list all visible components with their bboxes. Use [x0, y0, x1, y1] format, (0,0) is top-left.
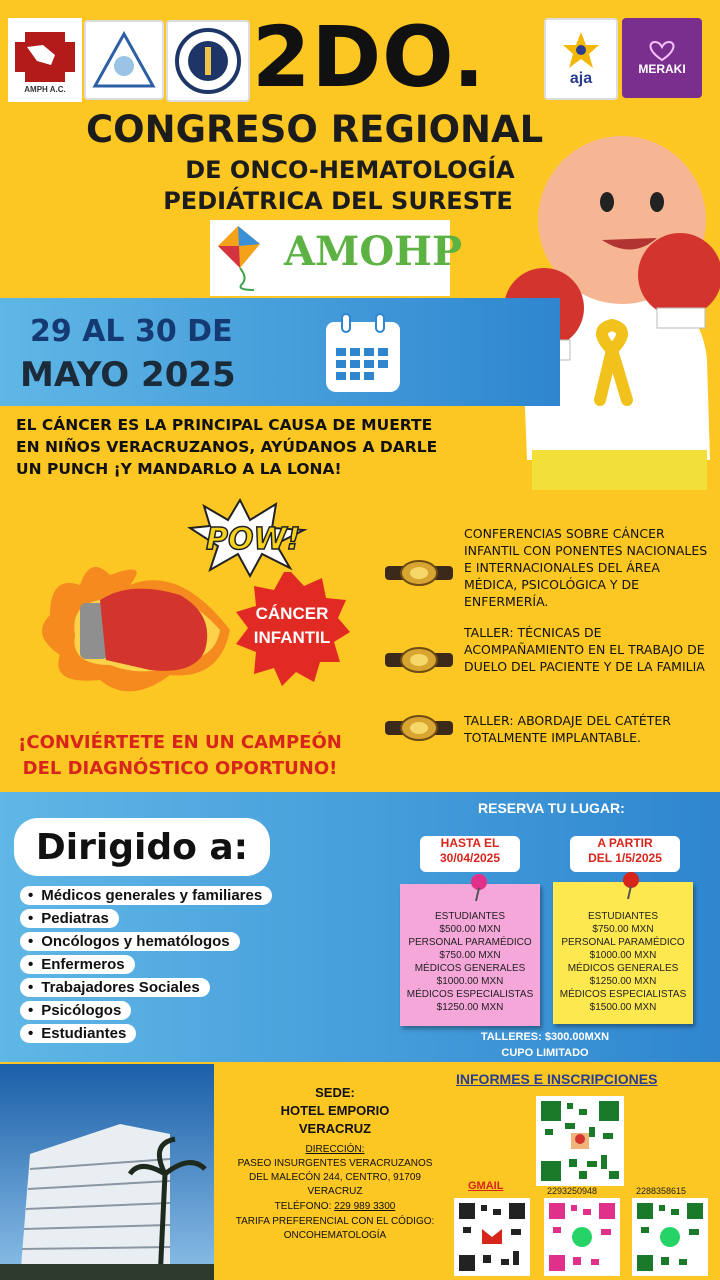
early-price-label — [420, 836, 520, 872]
flaming-glove-icon — [30, 555, 260, 705]
amph-logo-label: AMPH A.C. — [24, 84, 66, 94]
late-price-line: ESTUDIANTES — [587, 911, 658, 922]
phone-2-label: 2288358615 — [636, 1186, 687, 1196]
address-label: DIRECCIÓN: — [305, 1144, 365, 1155]
early-price-note — [400, 884, 540, 1026]
whatsapp-qr-2[interactable] — [632, 1198, 708, 1276]
meraki-heart-icon — [645, 40, 679, 62]
intro-text: EL CÁNCER ES LA PRINCIPAL CAUSA DE MUERTE EN NIÑOS VERACRUZANOS, AYÚDANOS A DARLE UN PUNCH ¡Y MANDARLO A LA LONA! — [16, 416, 438, 478]
workshop-price: TALLERES: $300.00MXN — [480, 1031, 610, 1043]
calendar-icon — [322, 310, 404, 396]
pushpin-icon — [618, 870, 644, 900]
phone-number[interactable]: 229 989 3300 — [334, 1201, 396, 1212]
cancer-badge-line-1: CÁNCER — [255, 604, 329, 623]
late-label-line-2: DEL 1/5/2025 — [588, 851, 662, 865]
early-price-line: MÉDICOS ESPECIALISTAS — [406, 989, 534, 1000]
date-line-1: 29 AL 30 DE — [30, 314, 233, 349]
activity-catheter-workshop: TALLER: ABORDAJE DEL CATÉTER TOTALMENTE IMPLANTABLE. — [464, 713, 671, 745]
champion-line-1: ¡CONVIÉRTETE EN UN CAMPEÓN — [18, 732, 342, 753]
late-price-line: $750.00 MXN — [592, 924, 654, 935]
date-line-2: MAYO 2025 — [20, 355, 236, 395]
venue-name-1: HOTEL EMPORIO — [280, 1103, 390, 1118]
late-price-line: MÉDICOS GENERALES — [567, 963, 679, 974]
mexico-map-logo-icon — [15, 27, 75, 85]
early-price-line: $1250.00 MXN — [436, 1002, 504, 1013]
championship-belt-icon — [385, 560, 453, 586]
audience-item: • Psicólogos — [20, 1001, 131, 1020]
venue-label: SEDE: — [315, 1085, 355, 1100]
audience-title: Dirigido a: — [14, 818, 270, 876]
address-line-1: PASEO INSURGENTES VERACRUZANOS — [237, 1158, 433, 1169]
hotel-photo — [0, 1064, 214, 1280]
early-price-line: PERSONAL PARAMÉDICO — [408, 937, 532, 948]
champion-line-2: DEL DIAGNÓSTICO OPORTUNO! — [22, 758, 338, 779]
early-label-line-2: 30/04/2025 — [439, 851, 501, 865]
gmail-qr[interactable] — [454, 1198, 530, 1276]
whatsapp-qr-1[interactable] — [544, 1198, 620, 1276]
kite-icon — [214, 224, 278, 292]
phone-label: TELÉFONO: — [274, 1201, 332, 1212]
late-price-note — [553, 882, 693, 1024]
aja-logo-label: aja — [569, 70, 593, 87]
aja-logo — [544, 18, 618, 100]
meraki-logo — [622, 18, 702, 98]
late-price-line: $1500.00 MXN — [589, 1002, 657, 1013]
phone-1-label: 2293250948 — [547, 1186, 598, 1196]
congress-subtitle-1: DE ONCO-HEMATOLOGÍA — [185, 156, 515, 184]
cancer-badge-line-2: INFANTIL — [253, 628, 331, 647]
late-price-label — [570, 836, 680, 872]
triangle-emblem-icon — [91, 30, 157, 90]
phone-row — [226, 1200, 444, 1213]
rate-line-2: ONCOHEMATOLOGÍA — [283, 1230, 387, 1241]
amohp-logo-text: AMOHP — [284, 228, 463, 275]
seal-emblem-icon — [174, 27, 242, 95]
pow-text: POW! — [206, 522, 301, 557]
address-line-2: DEL MALECÓN 244, CENTRO, 91709 — [249, 1172, 421, 1183]
early-price-line: MÉDICOS GENERALES — [414, 963, 526, 974]
early-price-line: $750.00 MXN — [439, 950, 501, 961]
audience-item: • Médicos generales y familiares — [20, 886, 272, 905]
late-price-line: MÉDICOS ESPECIALISTAS — [559, 989, 687, 1000]
contact-title: INFORMES E INSCRIPCIONES — [456, 1071, 658, 1087]
audience-item: • Estudiantes — [20, 1024, 136, 1043]
activity-conferences: CONFERENCIAS SOBRE CÁNCER INFANTIL CON PONENTES NACIONALES E INTERNACIONALES DEL ÁREA MÉDICA, PSICOLÓGICA Y DE ENFERMERÍA. — [464, 526, 708, 609]
early-label-line-1: HASTA EL — [440, 836, 500, 850]
congress-subtitle-2: PEDIÁTRICA DEL SURESTE — [163, 187, 513, 215]
meraki-logo-label: MERAKI — [638, 62, 686, 76]
whatsapp-icon — [660, 1227, 680, 1247]
championship-belt-icon — [385, 715, 453, 741]
pediatric-society-logo — [84, 20, 164, 100]
edition-title: 2DO. — [252, 8, 486, 106]
audience-item: • Oncólogos y hematólogos — [20, 932, 240, 951]
amph-logo — [8, 18, 82, 102]
audience-item: • Enfermeros — [20, 955, 135, 974]
pushpin-icon — [466, 872, 492, 902]
reserve-title: RESERVA TU LUGAR: — [478, 800, 625, 816]
championship-belt-icon — [385, 647, 453, 673]
limited-seats: CUPO LIMITADO — [501, 1047, 589, 1059]
late-label-line-1: A PARTIR — [597, 836, 653, 850]
rate-line-1: TARIFA PREFERENCIAL CON EL CÓDIGO: — [235, 1216, 435, 1227]
early-price-line: $500.00 MXN — [439, 924, 501, 935]
college-seal-logo — [166, 20, 250, 102]
congress-title: CONGRESO REGIONAL — [86, 108, 544, 151]
venue-name-2: VERACRUZ — [298, 1121, 372, 1136]
late-price-line: $1000.00 MXN — [589, 950, 657, 961]
audience-item: • Pediatras — [20, 909, 119, 928]
amohp-logo — [210, 220, 463, 296]
late-price-line: $1250.00 MXN — [589, 976, 657, 987]
gmail-label: GMAIL — [468, 1180, 504, 1192]
address-line-3: VERACRUZ — [307, 1186, 363, 1197]
activity-grief-workshop: TALLER: TÉCNICAS DE ACOMPAÑAMIENTO EN EL TRABAJO DE DUELO DEL PACIENTE Y DE LA FAMILIA — [464, 625, 705, 674]
audience-item: • Trabajadores Sociales — [20, 978, 210, 997]
whatsapp-icon — [572, 1227, 592, 1247]
late-price-line: PERSONAL PARAMÉDICO — [561, 937, 685, 948]
aja-star-icon — [561, 30, 601, 70]
early-price-line: $1000.00 MXN — [436, 976, 504, 987]
early-price-line: ESTUDIANTES — [434, 911, 505, 922]
registration-qr[interactable] — [536, 1096, 624, 1186]
